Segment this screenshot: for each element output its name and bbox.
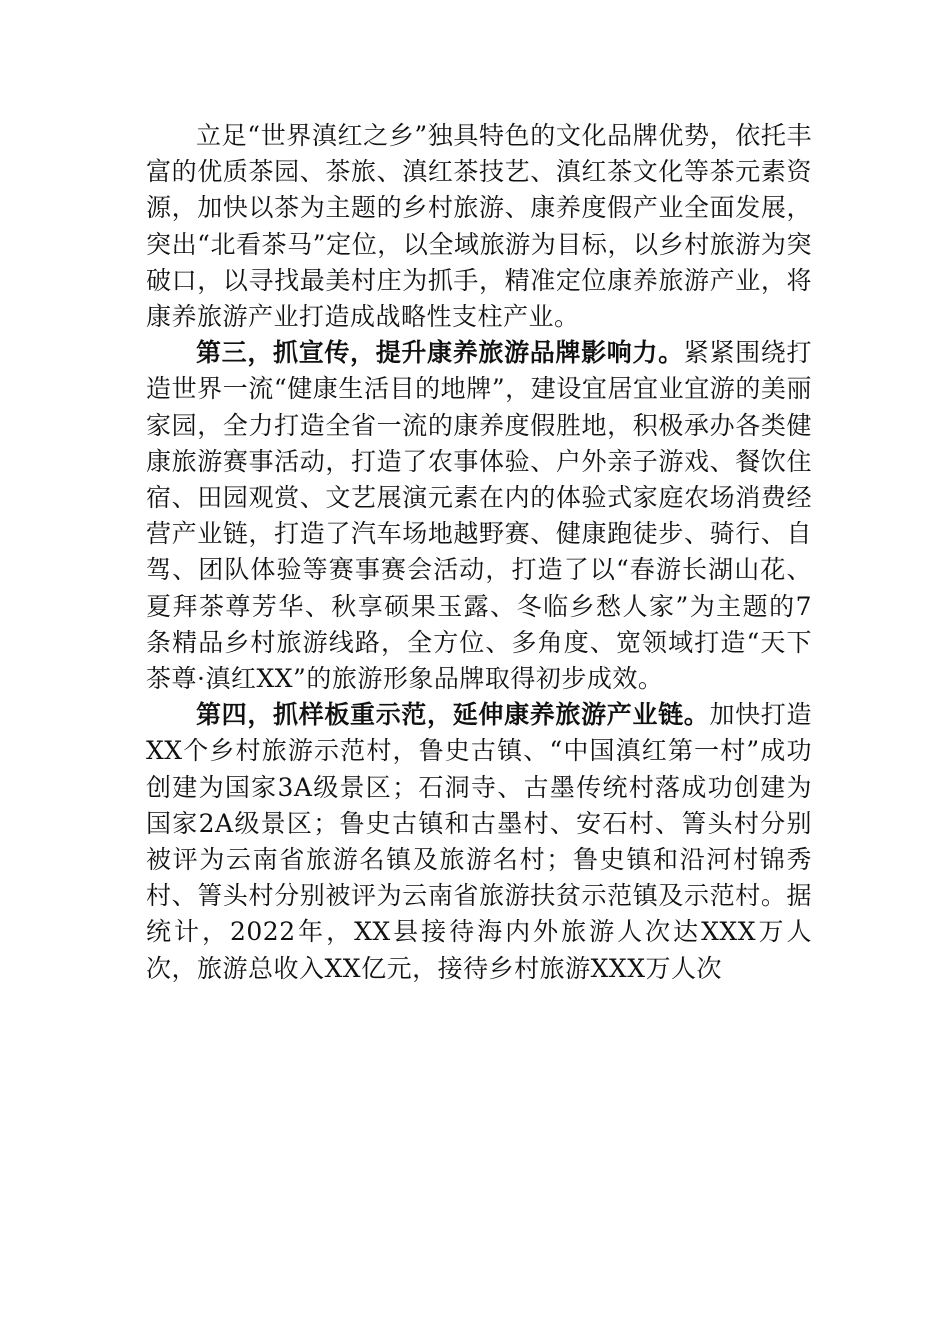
- document-body: [146, 118, 812, 987]
- paragraph-lead: 第三，抓宣传，提升康养旅游品牌影响力。: [196, 338, 684, 368]
- paragraph-text: 紧紧围绕打造世界一流“健康生活目的地牌”，建设宜居宜业宜游的美丽家园，全力打造全省一流的康养度假胜地，积极承办各类健康旅游赛事活动，打造了农事体验、户外亲子游戏、餐饮住宿、田园观赏、文艺展演元素在内的体验式家庭农场消费经营产业链，打造了汽车场地越野赛、健康跑徒步、骑行、自驾、团队体验等赛事赛会活动，打造了以“春游长湖山花、夏拜茶尊芳华、秋享硕果玉露、冬临乡愁人家”为主题的7条精品乡村旅游线路，全方位、多角度、宽领域打造“天下茶尊·滇红XX”的旅游形象品牌取得初步成效。: [146, 338, 812, 694]
- paragraph-third-point: [146, 335, 812, 697]
- paragraph-text: 加快打造XX个乡村旅游示范村，鲁史古镇、“中国滇红第一村”成功创建为国家3A级景区；石洞寺、古墨传统村落成功创建为国家2A级景区；鲁史古镇和古墨村、安石村、箐头村分别被评为云南省旅游名镇及旅游名村；鲁史镇和沿河村锦秀村、箐头村分别被评为云南省旅游扶贫示范镇及示范村。据统计，2022年，XX县接待海内外旅游人次达XXX万人次，旅游总收入XX亿元，接待乡村旅游XXX万人次: [146, 700, 812, 983]
- paragraph-text: 立足“世界滇红之乡”独具特色的文化品牌优势，依托丰富的优质茶园、茶旅、滇红茶技艺、滇红茶文化等茶元素资源，加快以茶为主题的乡村旅游、康养度假产业全面发展，突出“北看茶马”定位，以全域旅游为目标，以乡村旅游为突破口，以寻找最美村庄为抓手，精准定位康养旅游产业，将康养旅游产业打造成战略性支柱产业。: [146, 121, 812, 332]
- paragraph-fourth-point: [146, 697, 812, 987]
- paragraph-lead: 第四，抓样板重示范，延伸康养旅游产业链。: [196, 700, 710, 730]
- paragraph-tea-tourism: [146, 118, 812, 335]
